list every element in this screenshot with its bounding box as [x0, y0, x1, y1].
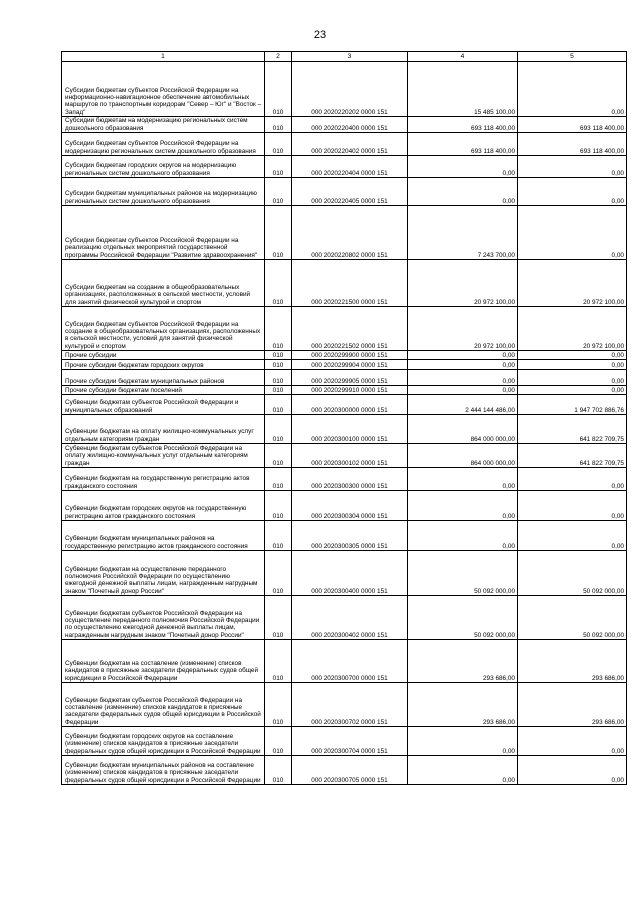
- table-row: [62, 178, 627, 206]
- row-name: Субсидии бюджетам муниципальных районов на модернизацию региональных систем дошкольного образования: [62, 178, 265, 206]
- row-value-plan: 693 118 400,00: [408, 117, 518, 133]
- row-kbk: 000 2020300100 0000 151: [292, 415, 408, 444]
- table-row: [62, 596, 627, 640]
- row-value-fact: 0,00: [518, 468, 627, 491]
- row-value-fact: 293 686,00: [518, 683, 627, 727]
- row-value-fact: 0,00: [518, 62, 627, 117]
- row-value-plan: 0,00: [408, 521, 518, 551]
- row-name: Субсидии бюджетам субъектов Российской Федерации на модернизацию региональных систем дошкольного образования: [62, 133, 265, 156]
- row-name: Прочие субсидии бюджетам поселений: [62, 386, 265, 395]
- header-col-3: 3: [292, 52, 408, 62]
- row-name: Субсидии бюджетам на модернизацию региональных систем дошкольного образования: [62, 117, 265, 133]
- row-name: Субвенции бюджетам на осуществление переданного полномочия Российской Федерации по осуществлению ежегодной денежной выплаты лицам, награжденным нагрудным знаком "Почетный донор России": [62, 551, 265, 596]
- row-code: 010: [265, 206, 292, 260]
- row-kbk: 000 2020300000 0000 151: [292, 395, 408, 415]
- row-value-plan: 0,00: [408, 386, 518, 395]
- row-value-plan: 20 972 100,00: [408, 260, 518, 307]
- row-code: 010: [265, 62, 292, 117]
- row-code: 010: [265, 468, 292, 491]
- row-value-fact: 20 972 100,00: [518, 260, 627, 307]
- header-row: [62, 52, 627, 62]
- row-code: 010: [265, 596, 292, 640]
- row-value-plan: 0,00: [408, 360, 518, 370]
- header-col-1: 1: [62, 52, 265, 62]
- row-value-plan: 0,00: [408, 370, 518, 386]
- row-code: 010: [265, 415, 292, 444]
- row-code: 010: [265, 117, 292, 133]
- row-value-fact: 0,00: [518, 360, 627, 370]
- row-name: Субсидии бюджетам субъектов Российской Федерации на создание в общеобразовательных организациях, расположенных в сельской местности, условий для занятий физической культурой и спортом: [62, 307, 265, 351]
- row-code: 010: [265, 395, 292, 415]
- row-name: Субвенции бюджетам городских округов на составление (изменение) списков кандидатов в присяжные заседатели федеральных судов общей юрисдикции в Российской Федерации: [62, 727, 265, 756]
- row-kbk: 000 2020300102 0000 151: [292, 444, 408, 468]
- table-row: [62, 386, 627, 395]
- row-kbk: 000 2020300305 0000 151: [292, 521, 408, 551]
- table-row: [62, 370, 627, 386]
- table-row: [62, 640, 627, 683]
- row-name: Субвенции бюджетам на государственную регистрацию актов гражданского состояния: [62, 468, 265, 491]
- row-code: 010: [265, 491, 292, 521]
- row-code: 010: [265, 727, 292, 756]
- row-code: 010: [265, 351, 292, 360]
- row-name: Субвенции бюджетам субъектов Российской Федерации и муниципальных образований: [62, 395, 265, 415]
- row-value-fact: 641 822 709,75: [518, 415, 627, 444]
- row-name: Субвенции бюджетам муниципальных районов на составление (изменение) списков кандидатов в присяжные заседатели федеральных судов общей юрисдикции в Российской Федерации: [62, 756, 265, 785]
- row-name: Субвенции бюджетам на оплату жилищно-коммунальных услуг отдельным категориям граждан: [62, 415, 265, 444]
- table-row: [62, 395, 627, 415]
- row-value-plan: 0,00: [408, 468, 518, 491]
- row-code: 010: [265, 640, 292, 683]
- page-number: 23: [313, 29, 327, 41]
- row-value-fact: 50 092 000,00: [518, 596, 627, 640]
- row-name: Прочие субсидии: [62, 351, 265, 360]
- table-row: [62, 307, 627, 351]
- table-row: [62, 444, 627, 468]
- row-name: Субсидии бюджетам на создание в общеобразовательных организациях, расположенных в сельской местности, условий для занятий физической культурой и спортом: [62, 260, 265, 307]
- row-code: 010: [265, 133, 292, 156]
- row-name: Субвенции бюджетам на составление (изменение) списков кандидатов в присяжные заседатели федеральных судов общей юрисдикции в Российской Федерации: [62, 640, 265, 683]
- row-value-plan: 7 243 700,00: [408, 206, 518, 260]
- row-name: Прочие субсидии бюджетам городских округов: [62, 360, 265, 370]
- row-name: Субсидии бюджетам субъектов Российской Федерации на реализацию отдельных мероприятий государственной программы Российской Федерации "Развитие здравоохранения": [62, 206, 265, 260]
- table-row: [62, 727, 627, 756]
- row-code: 010: [265, 444, 292, 468]
- row-kbk: 000 2020221500 0000 151: [292, 260, 408, 307]
- row-kbk: 000 2020300304 0000 151: [292, 491, 408, 521]
- row-value-fact: 0,00: [518, 206, 627, 260]
- row-value-fact: 50 092 000,00: [518, 551, 627, 596]
- row-code: 010: [265, 370, 292, 386]
- row-value-fact: 0,00: [518, 491, 627, 521]
- row-name: Субвенции бюджетам городских округов на государственную регистрацию актов гражданского состояния: [62, 491, 265, 521]
- row-kbk: 000 2020299910 0000 151: [292, 386, 408, 395]
- row-value-fact: 293 686,00: [518, 640, 627, 683]
- row-kbk: 000 2020220202 0000 151: [292, 62, 408, 117]
- row-kbk: 000 2020299904 0000 151: [292, 360, 408, 370]
- row-kbk: 000 2020220402 0000 151: [292, 133, 408, 156]
- row-value-plan: 50 092 000,00: [408, 596, 518, 640]
- table-row: [62, 491, 627, 521]
- header-col-2: 2: [265, 52, 292, 62]
- table-row: [62, 521, 627, 551]
- row-value-plan: 0,00: [408, 491, 518, 521]
- row-value-fact: 0,00: [518, 370, 627, 386]
- table-row: [62, 415, 627, 444]
- row-kbk: 000 2020300700 0000 151: [292, 640, 408, 683]
- row-value-plan: 0,00: [408, 756, 518, 785]
- row-value-plan: 293 686,00: [408, 683, 518, 727]
- row-value-plan: 20 972 100,00: [408, 307, 518, 351]
- table-row: [62, 756, 627, 785]
- row-value-plan: 693 118 400,00: [408, 133, 518, 156]
- row-value-fact: 1 947 702 886,76: [518, 395, 627, 415]
- row-name: Субвенции бюджетам субъектов Российской Федерации на оплату жилищно-коммунальных услуг отдельным категориям граждан: [62, 444, 265, 468]
- budget-table: [61, 51, 627, 785]
- row-value-fact: 0,00: [518, 727, 627, 756]
- row-kbk: 000 2020299905 0000 151: [292, 370, 408, 386]
- row-value-fact: 0,00: [518, 178, 627, 206]
- row-kbk: 000 2020300402 0000 151: [292, 596, 408, 640]
- table-row: [62, 117, 627, 133]
- row-value-fact: 0,00: [518, 351, 627, 360]
- row-value-fact: 641 822 709,75: [518, 444, 627, 468]
- row-code: 010: [265, 360, 292, 370]
- row-name: Прочие субсидии бюджетам муниципальных районов: [62, 370, 265, 386]
- row-kbk: 000 2020221502 0000 151: [292, 307, 408, 351]
- row-kbk: 000 2020220404 0000 151: [292, 156, 408, 178]
- header-col-4: 4: [408, 52, 518, 62]
- row-value-plan: 2 444 144 486,00: [408, 395, 518, 415]
- row-value-fact: 20 972 100,00: [518, 307, 627, 351]
- row-value-plan: 864 000 000,00: [408, 415, 518, 444]
- row-value-plan: 15 485 100,00: [408, 62, 518, 117]
- row-code: 010: [265, 156, 292, 178]
- row-value-fact: 0,00: [518, 521, 627, 551]
- row-code: 010: [265, 260, 292, 307]
- row-code: 010: [265, 756, 292, 785]
- header-col-5: 5: [518, 52, 627, 62]
- table-row: [62, 468, 627, 491]
- row-code: 010: [265, 683, 292, 727]
- row-value-plan: 293 686,00: [408, 640, 518, 683]
- row-name: Субвенции бюджетам муниципальных районов на государственную регистрацию актов гражданского состояния: [62, 521, 265, 551]
- row-value-fact: 693 118 400,00: [518, 133, 627, 156]
- row-value-plan: 0,00: [408, 178, 518, 206]
- row-kbk: 000 2020300702 0000 151: [292, 683, 408, 727]
- row-value-plan: 864 000 000,00: [408, 444, 518, 468]
- row-kbk: 000 2020300300 0000 151: [292, 468, 408, 491]
- row-name: Субсидии бюджетам субъектов Российской Федерации на информационно-навигационное обеспечение автомобильных маршрутов по транспортным коридорам "Север – Юг" и "Восток – Запад": [62, 62, 265, 117]
- table-row: [62, 156, 627, 178]
- row-code: 010: [265, 307, 292, 351]
- row-value-fact: 0,00: [518, 156, 627, 178]
- row-kbk: 000 2020299900 0000 151: [292, 351, 408, 360]
- row-kbk: 000 2020300704 0000 151: [292, 727, 408, 756]
- row-code: 010: [265, 551, 292, 596]
- row-value-plan: 0,00: [408, 727, 518, 756]
- row-name: Субвенции бюджетам субъектов Российской Федерации на осуществление переданного полномочия Российской Федерации по осуществлению ежегодной денежной выплаты лицам, награжденным нагрудным знаком "Почетный донор России": [62, 596, 265, 640]
- row-code: 010: [265, 386, 292, 395]
- row-name: Субвенции бюджетам субъектов Российской Федерации на составление (изменение) списков кандидатов в присяжные заседатели федеральных судов общей юрисдикции в Российской Федерации: [62, 683, 265, 727]
- row-kbk: 000 2020220802 0000 151: [292, 206, 408, 260]
- table-row: [62, 260, 627, 307]
- row-value-fact: 0,00: [518, 386, 627, 395]
- row-value-plan: 50 092 000,00: [408, 551, 518, 596]
- table-row: [62, 683, 627, 727]
- row-value-plan: 0,00: [408, 351, 518, 360]
- row-kbk: 000 2020220405 0000 151: [292, 178, 408, 206]
- row-code: 010: [265, 521, 292, 551]
- table-row: [62, 551, 627, 596]
- row-name: Субсидии бюджетам городских округов на модернизацию региональных систем дошкольного образования: [62, 156, 265, 178]
- row-value-fact: 693 118 400,00: [518, 117, 627, 133]
- table-row: [62, 360, 627, 370]
- table-row: [62, 206, 627, 260]
- table-row: [62, 133, 627, 156]
- table-row: [62, 62, 627, 117]
- row-value-plan: 0,00: [408, 156, 518, 178]
- row-code: 010: [265, 178, 292, 206]
- row-value-fact: 0,00: [518, 756, 627, 785]
- row-kbk: 000 2020300400 0000 151: [292, 551, 408, 596]
- row-kbk: 000 2020220400 0000 151: [292, 117, 408, 133]
- row-kbk: 000 2020300705 0000 151: [292, 756, 408, 785]
- table-row: [62, 351, 627, 360]
